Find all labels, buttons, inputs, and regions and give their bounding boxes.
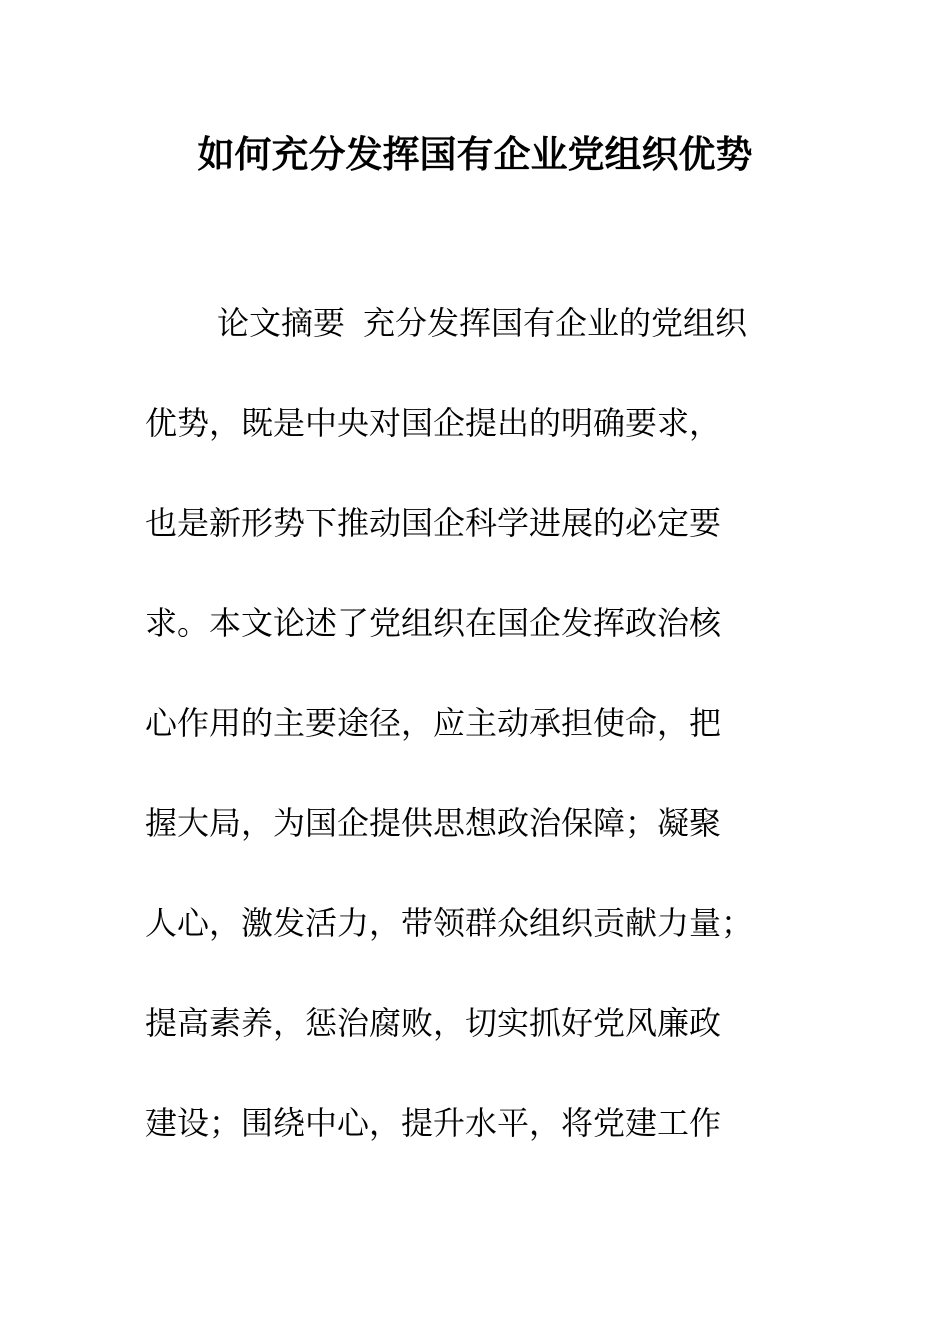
body-line-6: 握大局，为国企提供思想政治保障；凝聚: [145, 804, 722, 842]
body-line-7: 人心，激发活力，带领群众组织贡献力量；: [145, 904, 754, 942]
body-line-1-text: 充分发挥国有企业的党组织: [363, 304, 748, 342]
body-line-3: 也是新形势下推动国企科学进展的必定要: [145, 504, 722, 542]
body-line-4: 求。本文论述了党组织在国企发挥政治核: [145, 604, 722, 642]
body-line-2: 优势，既是中央对国企提出的明确要求，: [145, 404, 722, 442]
body-line-1: [145, 292, 825, 392]
body-line-9: 建设；围绕中心，提升水平，将党建工作: [145, 1104, 722, 1142]
abstract-label: 论文摘要: [217, 304, 346, 342]
document-title: 如何充分发挥国有企业党组织优势: [197, 132, 753, 176]
body-line-8: 提高素养，惩治腐败，切实抓好党风廉政: [145, 1004, 722, 1042]
abstract-body: [145, 292, 825, 1192]
body-line-5: 心作用的主要途径，应主动承担使命，把: [145, 704, 722, 742]
